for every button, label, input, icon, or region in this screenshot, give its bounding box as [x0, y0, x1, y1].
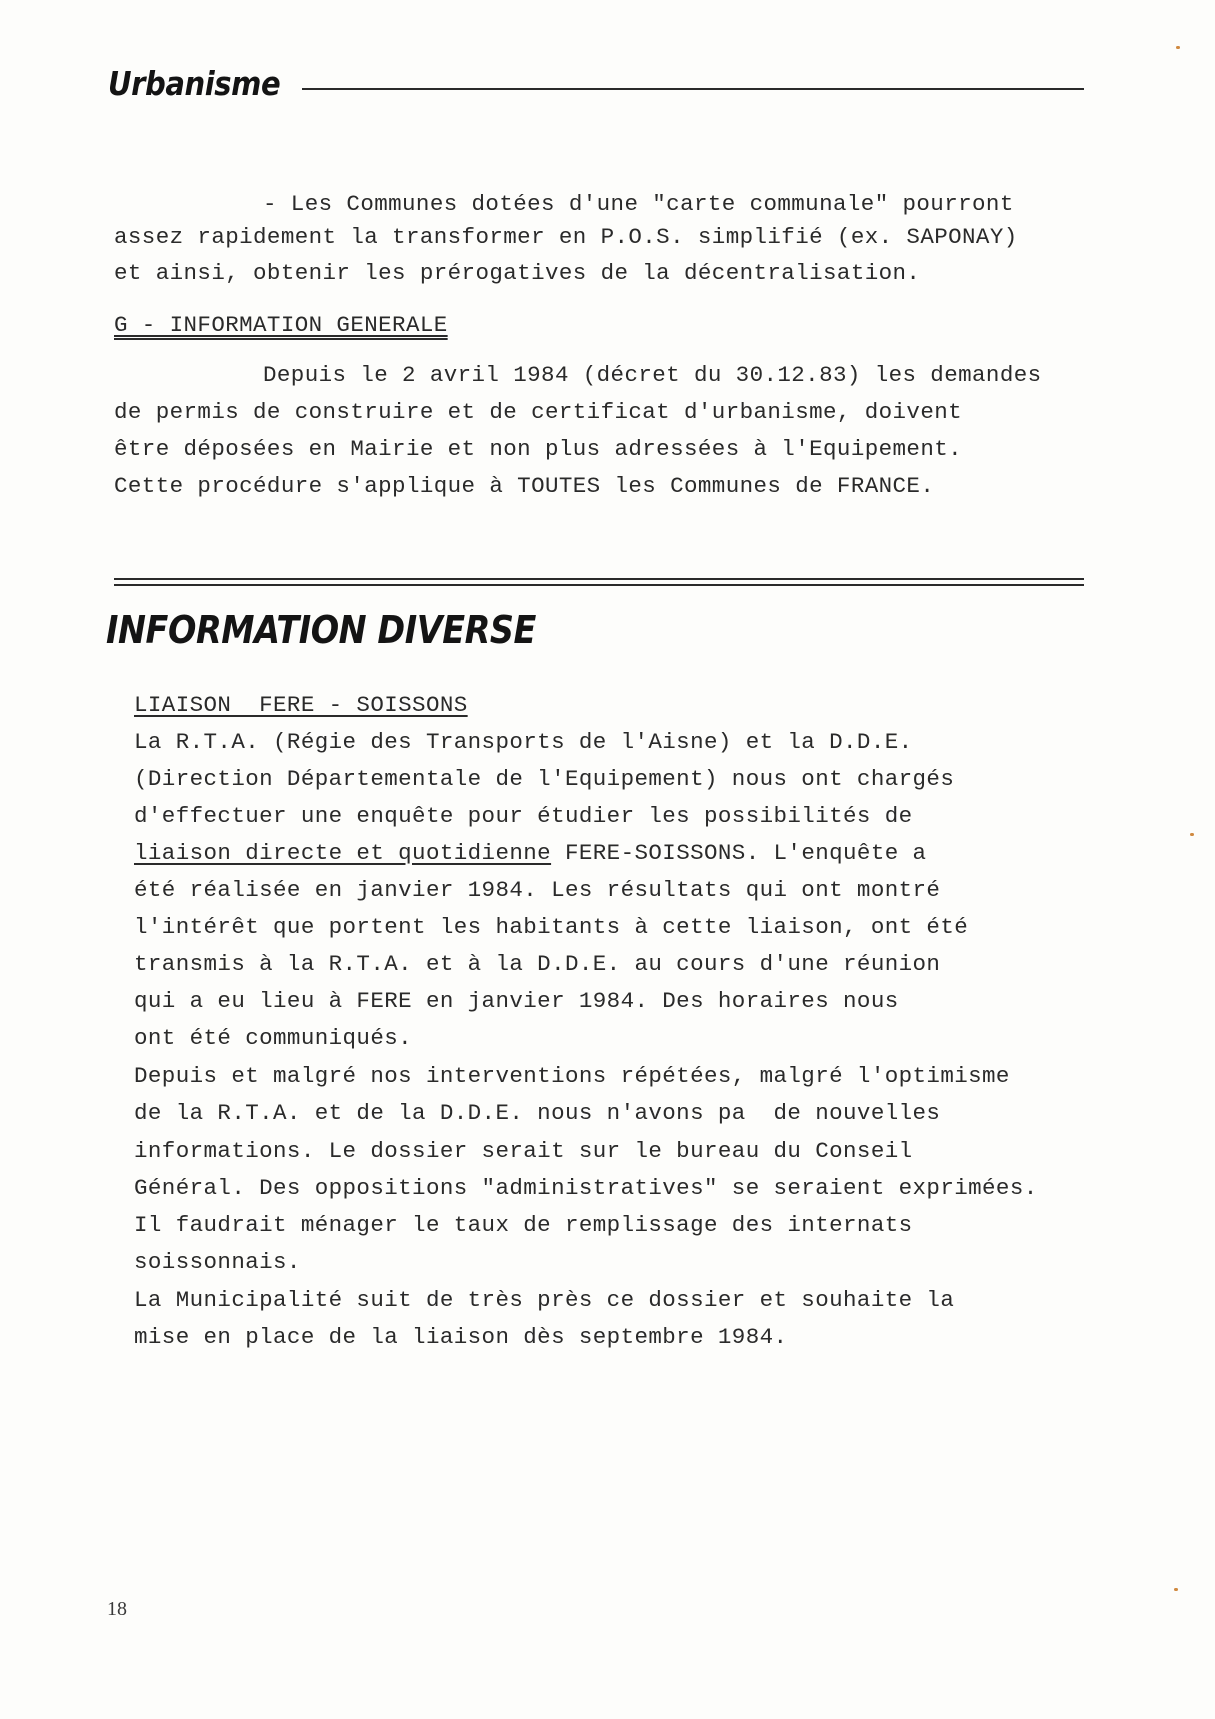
body-line-4: [134, 838, 926, 868]
paper-speck: [1176, 46, 1180, 49]
urbanisme-para1-line1: - Les Communes dotées d'une "carte communale" pourront: [263, 191, 1014, 217]
body-line-17: mise en place de la liaison dès septembre 1984.: [134, 1324, 788, 1350]
liaison-subtitle: LIAISON FERE - SOISSONS: [134, 692, 468, 718]
body-line-13: Général. Des oppositions "administratives" se seraient exprimées.: [134, 1175, 1038, 1201]
urbanisme-heading: Urbanisme: [108, 64, 281, 103]
information-diverse-heading: INFORMATION DIVERSE: [106, 608, 536, 652]
body-line-10: Depuis et malgré nos interventions répétées, malgré l'optimisme: [134, 1063, 1010, 1089]
body-line-12: informations. Le dossier serait sur le bureau du Conseil: [134, 1138, 913, 1164]
urbanisme-para1-line2: assez rapidement la transformer en P.O.S. simplifié (ex. SAPONAY): [114, 224, 1018, 250]
separator-rule-top: [114, 578, 1084, 580]
urbanisme-para2-line4: Cette procédure s'applique à TOUTES les Communes de FRANCE.: [114, 473, 935, 499]
body-line-8: qui a eu lieu à FERE en janvier 1984. Des horaires nous: [134, 988, 899, 1014]
body-line-11: de la R.T.A. et de la D.D.E. nous n'avons pa de nouvelles: [134, 1100, 941, 1126]
body-line-3: d'effectuer une enquête pour étudier les possibilités de: [134, 803, 913, 829]
urbanisme-para2-line3: être déposées en Mairie et non plus adressées à l'Equipement.: [114, 436, 963, 462]
urbanisme-para2-line2: de permis de construire et de certificat d'urbanisme, doivent: [114, 399, 963, 425]
urbanisme-heading-rule: [302, 88, 1084, 90]
body-line-16: La Municipalité suit de très près ce dossier et souhaite la: [134, 1287, 955, 1313]
urbanisme-para1-line3: et ainsi, obtenir les prérogatives de la décentralisation.: [114, 260, 921, 286]
body-line-7: transmis à la R.T.A. et à la D.D.E. au cours d'une réunion: [134, 951, 941, 977]
section-g-title: G - INFORMATION GENERALE: [114, 312, 448, 338]
body-line-15: soissonnais.: [134, 1249, 301, 1275]
body-line-9: ont été communiqués.: [134, 1025, 413, 1051]
paper-speck: [1190, 833, 1194, 836]
body-line-5: été réalisée en janvier 1984. Les résultats qui ont montré: [134, 877, 941, 903]
paper-speck: [1174, 1588, 1178, 1591]
separator-rule-bottom: [114, 584, 1084, 586]
body-line-1: La R.T.A. (Régie des Transports de l'Aisne) et la D.D.E.: [134, 729, 913, 755]
page-number: 18: [107, 1598, 127, 1620]
body-line-4-underlined: liaison directe et quotidienne: [134, 840, 552, 866]
body-line-4-rest: FERE-SOISSONS. L'enquête a: [551, 840, 927, 866]
body-line-2: (Direction Départementale de l'Equipement) nous ont chargés: [134, 766, 955, 792]
body-line-6: l'intérêt que portent les habitants à cette liaison, ont été: [134, 914, 969, 940]
body-line-14: Il faudrait ménager le taux de remplissage des internats: [134, 1212, 913, 1238]
urbanisme-para2-line1: Depuis le 2 avril 1984 (décret du 30.12.83) les demandes: [263, 362, 1042, 388]
